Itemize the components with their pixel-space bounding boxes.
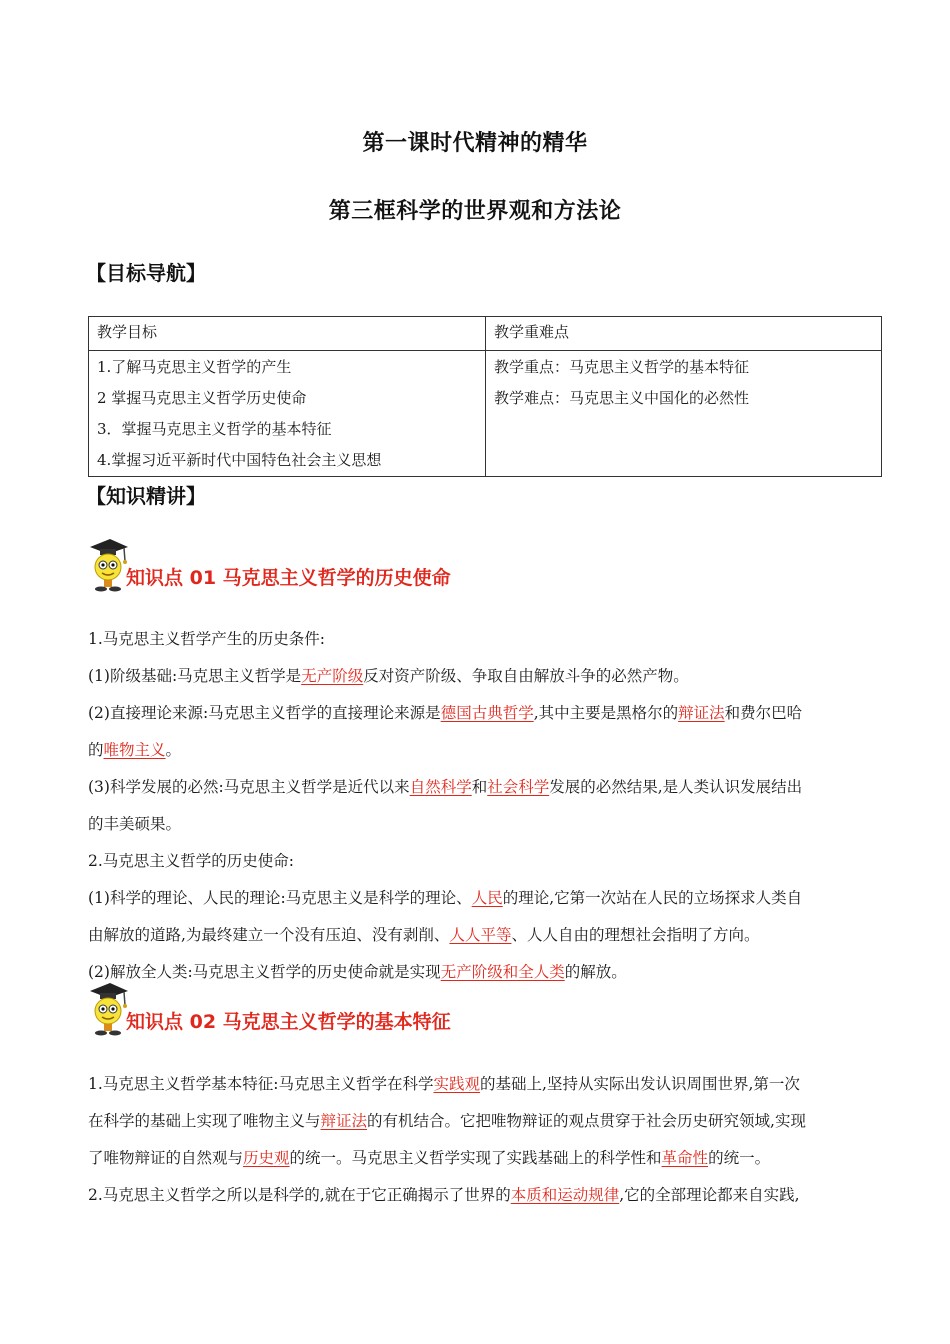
- highlighted-term: 无产阶级: [301, 667, 364, 685]
- paragraph-line: [88, 1066, 878, 1103]
- objective-item: 2 掌握马克思主义哲学历史使命: [97, 389, 307, 407]
- text-run: 2.马克思主义哲学的历史使命:: [88, 852, 295, 870]
- highlighted-term: 实践观: [433, 1075, 481, 1093]
- paragraph-line: [88, 917, 878, 954]
- highlighted-term: 辩证法: [678, 704, 725, 722]
- paragraph-line: [88, 806, 878, 843]
- text-run: (2)直接理论来源:马克思主义哲学的直接理论来源是: [88, 704, 441, 722]
- paragraph-line: [88, 1177, 878, 1214]
- text-run: 1.马克思主义哲学基本特征:马克思主义哲学在科学: [88, 1075, 434, 1093]
- text-run: 和: [471, 778, 488, 796]
- objective-item: 4.掌握习近平新时代中国特色社会主义思想: [97, 451, 382, 469]
- highlighted-term: 社会科学: [487, 778, 550, 796]
- highlighted-term: 革命性: [661, 1149, 709, 1167]
- highlighted-term: 辩证法: [320, 1112, 368, 1130]
- text-run: 反对资产阶级、争取自由解放斗争的必然产物。: [363, 667, 689, 685]
- text-run: (1)科学的理论、人民的理论:马克思主义是科学的理论、: [88, 889, 472, 907]
- text-run: 的基础上,坚持从实际出发认识周围世界,第一次: [480, 1075, 800, 1093]
- goal-table-header-keypoints: 教学重难点: [486, 317, 882, 351]
- text-run: 的: [88, 741, 104, 759]
- objective-item: 1.了解马克思主义哲学的产生: [97, 358, 292, 376]
- paragraph-line: [88, 1103, 878, 1140]
- text-run: 。: [165, 741, 182, 759]
- lesson-title: 第一课时代精神的精华: [362, 131, 588, 156]
- highlighted-term: 自然科学: [409, 778, 472, 796]
- text-run: ,其中主要是黑格尔的: [533, 704, 679, 722]
- text-run: 、人人自由的理想社会指明了方向。: [511, 926, 760, 944]
- key-point-item: 教学重点：马克思主义哲学的基本特征: [494, 358, 750, 376]
- text-run: (1)阶级基础:马克思主义哲学是: [88, 667, 302, 685]
- knowledge-point-title: 知识点 02 马克思主义哲学的基本特征: [126, 1011, 451, 1033]
- text-run: 的丰美硕果。: [88, 815, 182, 833]
- highlighted-term: 人人平等: [449, 926, 512, 944]
- text-run: 的统一。马克思主义哲学实现了实践基础上的科学性和: [289, 1149, 662, 1167]
- paragraph-line: [88, 621, 878, 658]
- text-run: 的统一。: [708, 1149, 771, 1167]
- text-run: 的理论,它第一次站在人民的立场探求人类自: [502, 889, 803, 907]
- text-run: 的解放。: [564, 963, 627, 981]
- text-run: 的有机结合。它把唯物辩证的观点贯穿于社会历史研究领域,实现: [367, 1112, 806, 1130]
- paragraph-line: [88, 732, 878, 769]
- paragraph-line: [88, 1140, 878, 1177]
- frame-title: 第三框科学的世界观和方法论: [328, 199, 622, 224]
- scholar-mascot-icon: [86, 981, 130, 1037]
- paragraph-line: [88, 658, 878, 695]
- objective-item: 3．掌握马克思主义哲学的基本特征: [97, 420, 332, 438]
- knowledge-point-title: 知识点 01 马克思主义哲学的历史使命: [126, 567, 451, 589]
- paragraph-line: [88, 769, 878, 806]
- goal-table-header-objectives: 教学目标: [89, 317, 486, 351]
- text-run: 在科学的基础上实现了唯物主义与: [88, 1112, 321, 1130]
- text-run: 2.马克思主义哲学之所以是科学的,就在于它正确揭示了世界的: [88, 1186, 511, 1204]
- paragraph-line: [88, 695, 878, 732]
- scholar-mascot-icon: [86, 537, 130, 593]
- highlighted-term: 人民: [471, 889, 503, 907]
- paragraph-line: [88, 880, 878, 917]
- highlighted-term: 德国古典哲学: [440, 704, 534, 722]
- text-run: 和费尔巴哈: [724, 704, 803, 722]
- goal-table: [88, 316, 882, 477]
- knowledge-point-header-02: [86, 981, 686, 1037]
- goal-nav-heading: 【目标导航】: [86, 261, 206, 285]
- text-run: 由解放的道路,为最终建立一个没有压迫、没有剥削、: [88, 926, 450, 944]
- highlighted-term: 历史观: [243, 1149, 290, 1167]
- text-run: (3)科学发展的必然:马克思主义哲学是近代以来: [88, 778, 410, 796]
- objectives-cell: [89, 351, 486, 477]
- highlighted-term: 无产阶级和全人类: [440, 963, 565, 981]
- knowledge-heading: 【知识精讲】: [86, 484, 206, 508]
- paragraph-line: [88, 843, 878, 880]
- text-run: ,它的全部理论都来自实践,: [619, 1186, 800, 1204]
- highlighted-term: 唯物主义: [103, 741, 166, 759]
- keypoints-cell: [486, 351, 882, 477]
- text-run: 1.马克思主义哲学产生的历史条件:: [88, 630, 326, 648]
- text-run: (2)解放全人类:马克思主义哲学的历史使命就是实现: [88, 963, 441, 981]
- highlighted-term: 本质和运动规律: [510, 1186, 620, 1204]
- difficult-point-item: 教学难点：马克思主义中国化的必然性: [494, 389, 750, 407]
- text-run: 发展的必然结果,是人类认识发展结出: [549, 778, 803, 796]
- knowledge-point-header-01: [86, 537, 686, 593]
- text-run: 了唯物辩证的自然观与: [88, 1149, 244, 1167]
